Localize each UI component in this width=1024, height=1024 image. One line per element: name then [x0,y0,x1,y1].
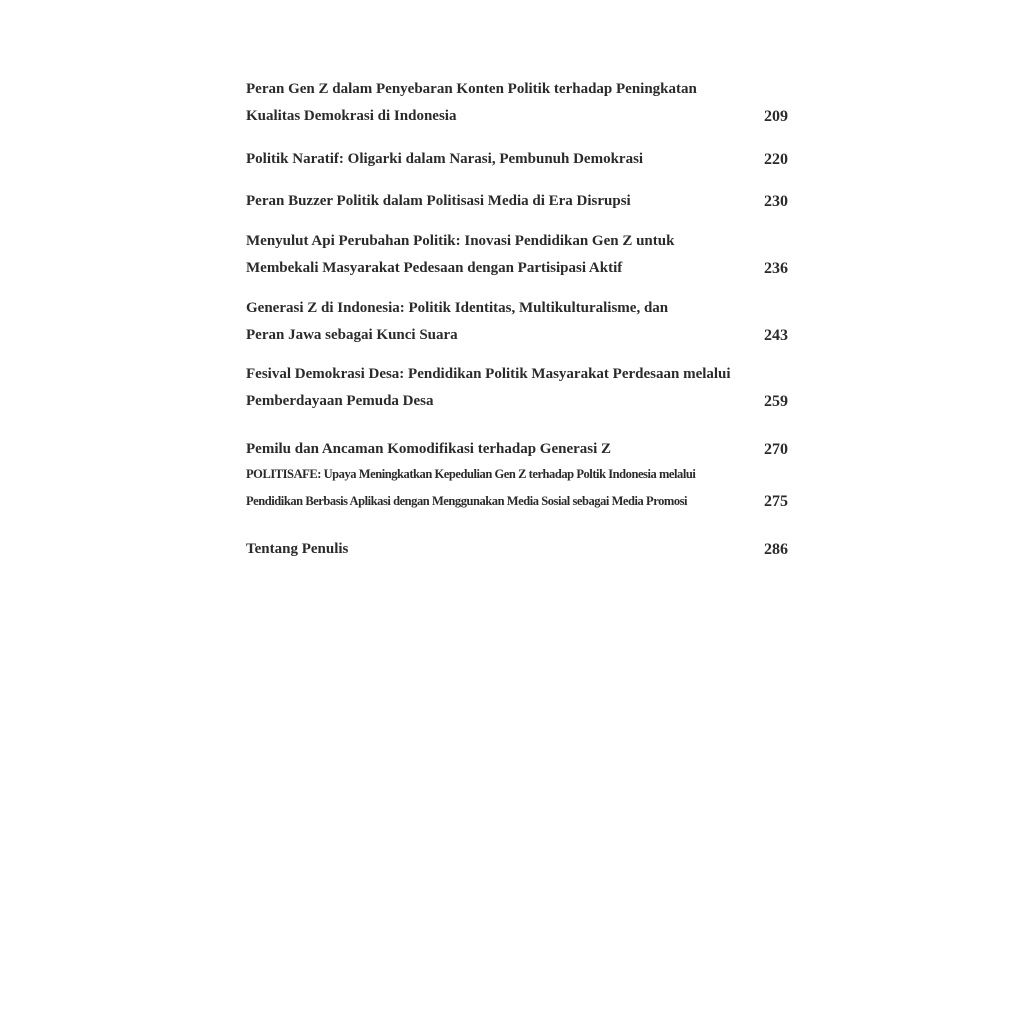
toc-entry-title-line: POLITISAFE: Upaya Meningkatkan Kepedulian Gen Z terhadap Poltik Indonesia melalui [246,467,696,481]
toc-entry-title-line: Membekali Masyarakat Pedesaan dengan Partisipasi Aktif [246,260,623,276]
toc-entry-title-line: Generasi Z di Indonesia: Politik Identitas, Multikulturalisme, dan [246,300,669,316]
toc-entry-title-line: Menyulut Api Perubahan Politik: Inovasi Pendidikan Gen Z untuk [246,233,675,249]
table-of-contents [246,76,788,563]
toc-entry-title-line: Kualitas Demokrasi di Indonesia [246,108,457,124]
toc-entry-page-number: 286 [764,541,788,558]
toc-entry-title-line: Pemilu dan Ancaman Komodifikasi terhadap Generasi Z [246,441,612,457]
toc-entry-page-number: 209 [764,108,788,125]
toc-entry-title-line: Pendidikan Berbasis Aplikasi dengan Menggunakan Media Sosial sebagai Media Promosi [246,494,688,508]
toc-entry-page-number: 236 [764,260,788,277]
toc-entry-title [246,536,746,563]
toc-entry-title-line: Peran Buzzer Politik dalam Politisasi Media di Era Disrupsi [246,193,631,209]
toc-entry-title [246,76,746,130]
toc-entry-page-number: 230 [764,193,788,210]
toc-entry-title [246,228,746,282]
toc-entry-title [246,436,746,463]
toc-entry-title [246,461,756,515]
toc-entry[interactable] [246,461,788,515]
toc-entry-title [246,361,746,415]
toc-entry[interactable] [246,76,788,130]
toc-entry-title [246,295,746,349]
toc-entry[interactable] [246,536,788,563]
toc-entry[interactable] [246,436,788,463]
toc-entry-title-line: Peran Jawa sebagai Kunci Suara [246,327,458,343]
toc-entry-title-line: Pemberdayaan Pemuda Desa [246,393,434,409]
toc-entry-title [246,188,746,215]
toc-entry-title-line: Politik Naratif: Oligarki dalam Narasi, Pembunuh Demokrasi [246,151,644,167]
toc-entry[interactable] [246,295,788,349]
toc-entry[interactable] [246,188,788,215]
toc-entry-title-line: Peran Gen Z dalam Penyebaran Konten Politik terhadap Peningkatan [246,81,697,97]
toc-entry[interactable] [246,361,788,415]
toc-entry[interactable] [246,146,788,173]
toc-entry-page-number: 220 [764,151,788,168]
toc-entry-title-line: Fesival Demokrasi Desa: Pendidikan Politik Masyarakat Perdesaan melalui [246,366,731,382]
toc-entry-title-line: Tentang Penulis [246,541,349,557]
toc-entry-page-number: 259 [764,393,788,410]
toc-entry-title [246,146,746,173]
toc-entry[interactable] [246,228,788,282]
toc-entry-page-number: 275 [764,493,788,510]
toc-entry-page-number: 270 [764,441,788,458]
toc-entry-page-number: 243 [764,327,788,344]
